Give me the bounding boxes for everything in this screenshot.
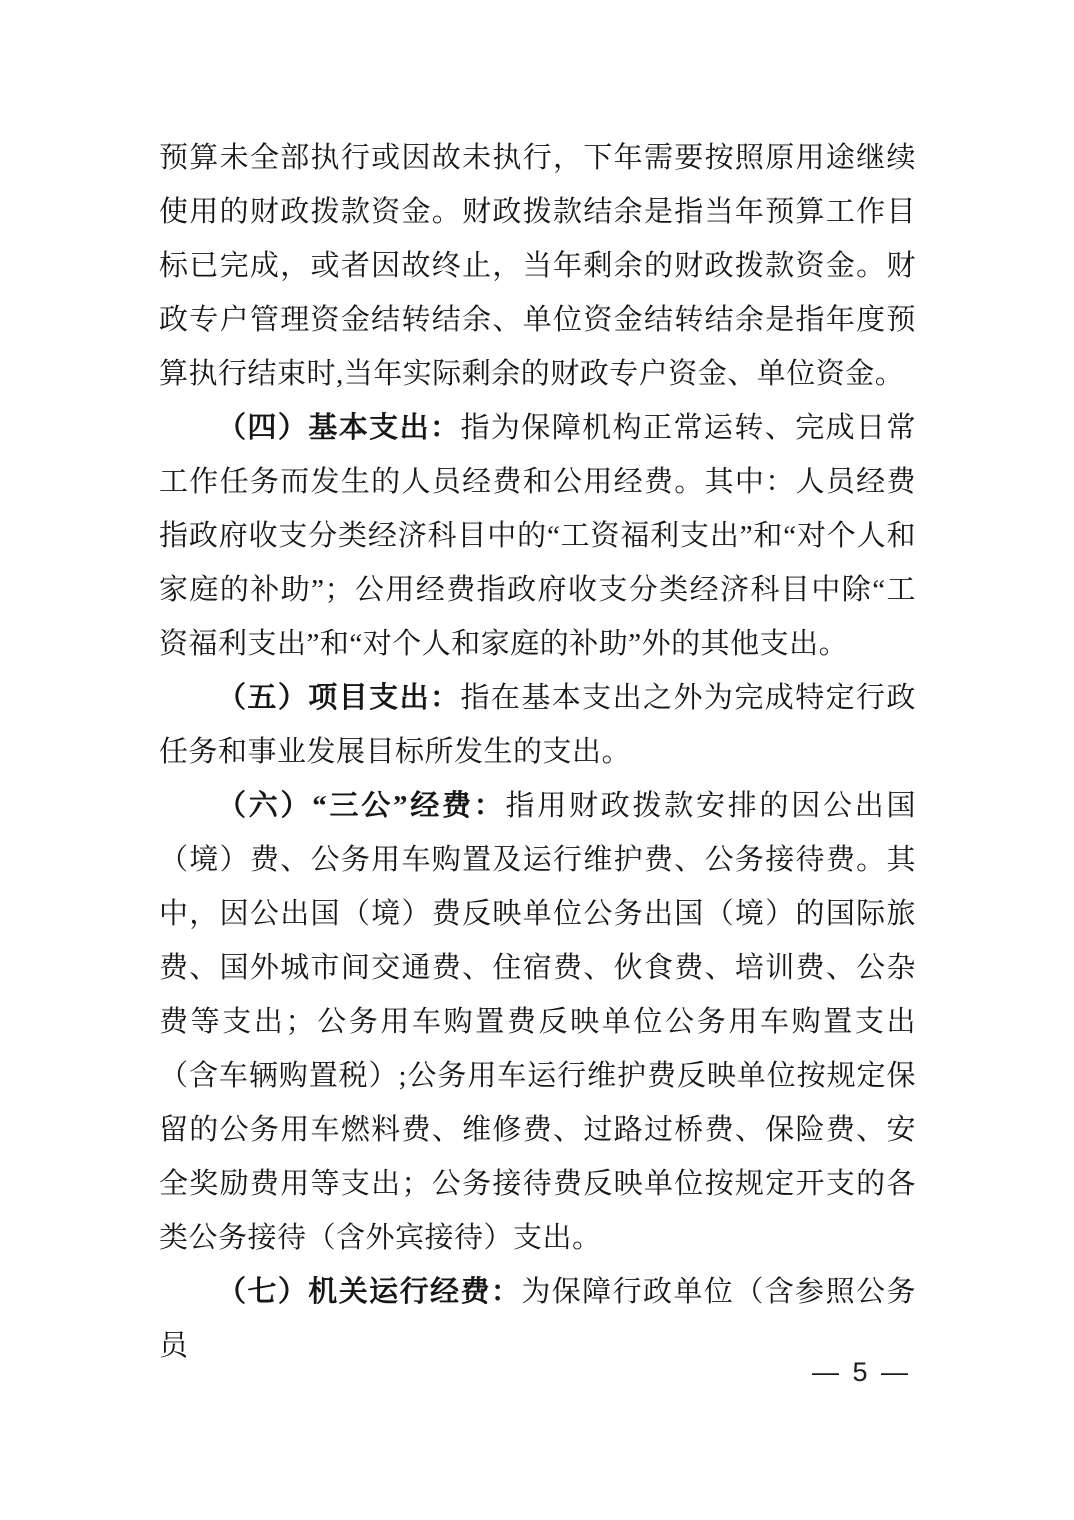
paragraph [159,779,916,1265]
paragraph-text: 预算未全部执行或因故未执行，下年需要按照原用途继续使用的财政拨款资金。财政拨款结余是指当年预算工作目标已完成，或者因故终止，当年剩余的财政拨款资金。财政专户管理资金结转结余、单位资金结转结余是指年度预算执行结束时,当年实际剩余的财政专户资金、单位资金。 [159,142,916,390]
paragraph-text: 指在基本支出之外为完成特定行政任务和事业发展目标所发生的支出。 [159,682,916,768]
paragraph-text: 指用财政拨款安排的因公出国（境）费、公务用车购置及运行维护费、公务接待费。其中，因公出国（境）费反映单位公务出国（境）的国际旅费、国外城市间交通费、住宿费、伙食费、培训费、公杂费等支出；公务用车购置费反映单位公务用车购置支出（含车辆购置税）;公务用车运行维护费反映单位按规定保留的公务用车燃料费、维修费、过路过桥费、保险费、安全奖励费用等支出；公务接待费反映单位按规定开支的各类公务接待（含外宾接待）支出。 [159,790,916,1254]
page-number: — 5 — [811,1357,911,1387]
paragraph [159,131,916,401]
paragraph-lead: （七）机关运行经费： [217,1276,522,1308]
paragraph-text: 指为保障机构正常运转、完成日常工作任务而发生的人员经费和公用经费。其中：人员经费指政府收支分类经济科目中的“工资福利支出”和“对个人和家庭的补助”；公用经费指政府收支分类经济科目中除“工资福利支出”和“对个人和家庭的补助”外的其他支出。 [159,412,916,660]
paragraph-lead: （五）项目支出： [217,682,461,714]
paragraph-text: 为保障行政单位（含参照公务员 [159,1276,916,1362]
paragraph [159,401,916,671]
document-body [159,131,916,1373]
paragraph [159,1265,916,1373]
paragraph-lead: （四）基本支出： [217,412,461,444]
paragraph-lead: （六）“三公”经费： [217,790,506,822]
paragraph [159,671,916,779]
